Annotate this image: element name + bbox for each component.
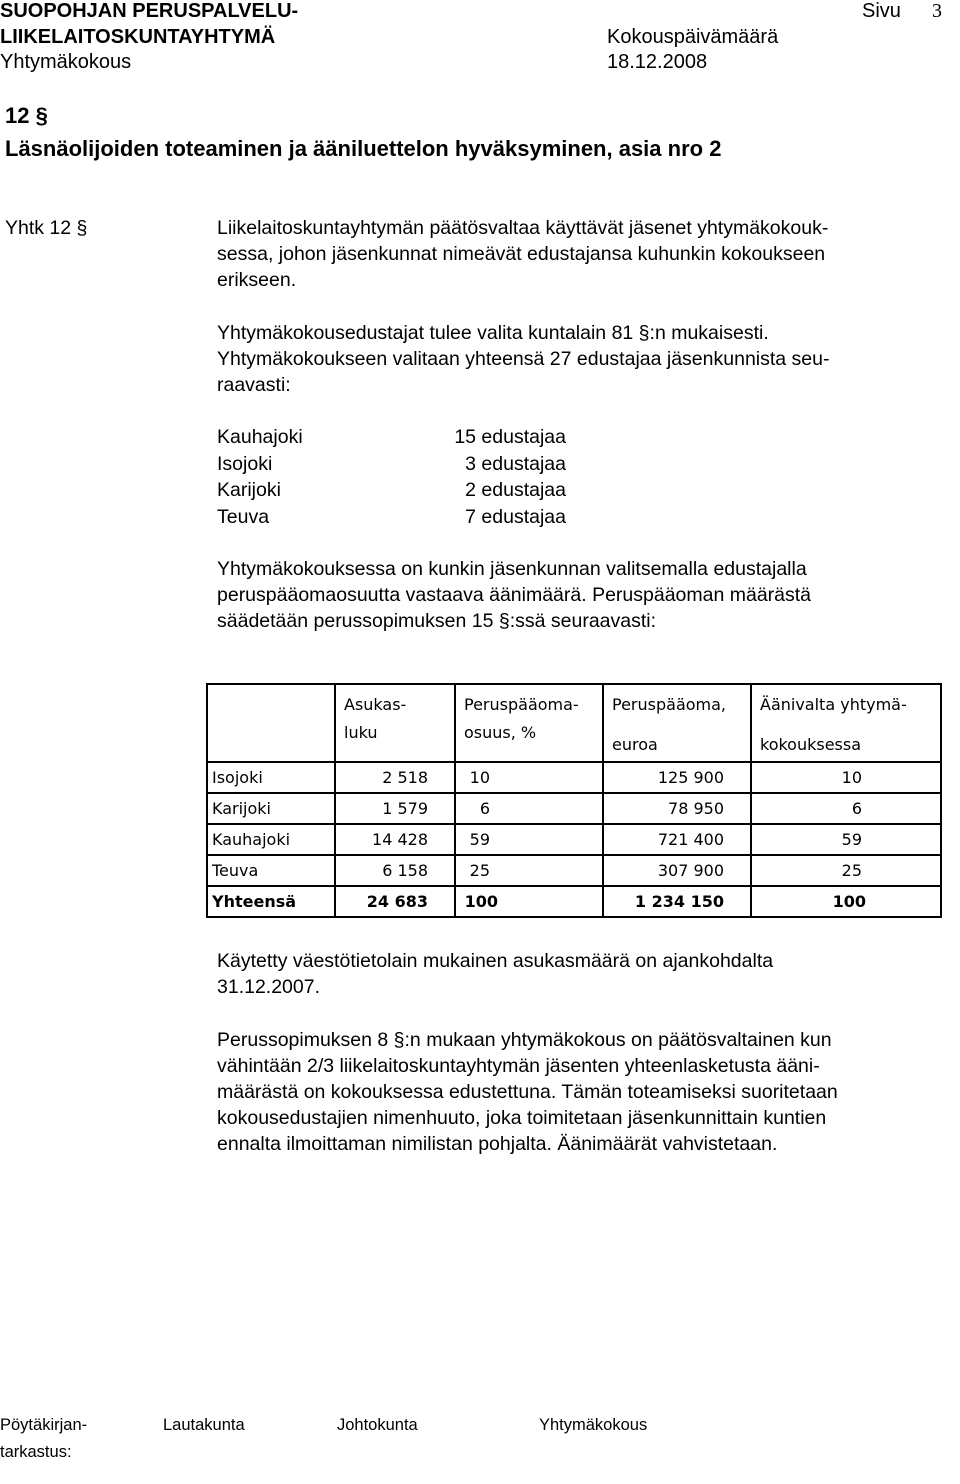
- table-row: [207, 855, 941, 886]
- footer-minutes-check: Pöytäkirjan- tarkastus:: [0, 1416, 88, 1461]
- paragraph-line: Yhtymäkokousedustajat tulee valita kuntalain 81 §:n mukaisesti.: [217, 322, 769, 344]
- total-population: 24 683: [335, 886, 455, 917]
- representative-count-list: [420, 424, 566, 530]
- row-population: 6 158: [335, 855, 455, 886]
- municipality-name: Kauhajoki: [217, 426, 303, 448]
- paragraph-voting-members: [217, 215, 942, 293]
- row-capital: 125 900: [603, 762, 751, 793]
- row-share: 25: [455, 855, 603, 886]
- header-capital-share: Peruspääoma- osuus, %: [455, 684, 603, 762]
- meeting-date: 18.12.2008: [607, 51, 708, 73]
- representative-count: 7 edustajaa: [465, 505, 566, 528]
- paragraph-line: peruspääomaosuutta vastaava äänimäärä. Peruspääoman määrästä: [217, 584, 812, 606]
- row-votes: 25: [751, 855, 941, 886]
- paragraph-representatives: [217, 320, 942, 398]
- header-population: Asukas- luku: [335, 684, 455, 762]
- row-capital: 721 400: [603, 824, 751, 855]
- municipality-name: Isojoki: [217, 452, 273, 475]
- header-empty-cell: [207, 684, 335, 762]
- footer-exec-board: Johtokunta: [337, 1416, 418, 1434]
- row-votes: 59: [751, 824, 941, 855]
- row-share: 59: [455, 824, 603, 855]
- section-title: Läsnäolijoiden toteaminen ja ääniluettelon hyväksyminen, asia nro 2: [5, 136, 722, 161]
- org-name-line1: SUOPOHJAN PERUSPALVELU-: [0, 0, 299, 22]
- row-municipality: Isojoki: [207, 762, 335, 793]
- paragraph-line: kokousedustajien nimenhuuto, joka toimitetaan jäsenkunnittain kuntien: [217, 1107, 827, 1129]
- paragraph-vote-weight: [217, 556, 942, 634]
- total-capital: 1 234 150: [603, 886, 751, 917]
- row-capital: 78 950: [603, 793, 751, 824]
- municipality-list: [217, 424, 303, 530]
- row-population: 1 579: [335, 793, 455, 824]
- org-name-line2: LIIKELAITOSKUNTAYHTYMÄ: [0, 26, 276, 48]
- table-header-row: [207, 684, 941, 762]
- paragraph-line: Käytetty väestötietolain mukainen asukasmäärä on ajankohdalta: [217, 950, 774, 972]
- row-share: 10: [455, 762, 603, 793]
- paragraph-line: Yhtymäkokouksessa on kunkin jäsenkunnan valitsemalla edustajalla: [217, 558, 807, 580]
- paragraph-line: vähintään 2/3 liikelaitoskuntayhtymän jäsenten yhteenlasketusta ääni-: [217, 1055, 820, 1077]
- paragraph-line: sessa, johon jäsenkunnat nimeävät edustajansa kuhunkin kokoukseen: [217, 243, 826, 265]
- footer-assembly: Yhtymäkokous: [539, 1416, 648, 1434]
- paragraph-line: Liikelaitoskuntayhtymän päätösvaltaa käyttävät jäsenet yhtymäkokouk-: [217, 217, 829, 239]
- municipality-name: Teuva: [217, 505, 270, 528]
- footer-board: Lautakunta: [163, 1416, 245, 1434]
- total-share: 100: [455, 886, 603, 917]
- vote-table: [206, 683, 942, 918]
- representative-count: 3 edustajaa: [465, 452, 566, 475]
- paragraph-line: 31.12.2007.: [217, 976, 321, 998]
- row-municipality: Teuva: [207, 855, 335, 886]
- paragraph-quorum: [217, 1027, 942, 1157]
- representative-count: 15 edustajaa: [454, 426, 566, 448]
- paragraph-line: raavasti:: [217, 374, 291, 396]
- row-population: 2 518: [335, 762, 455, 793]
- paragraph-line: erikseen.: [217, 269, 297, 291]
- paragraph-population-source: [217, 948, 942, 1000]
- header-capital-eur: Peruspääoma, euroa: [603, 684, 751, 762]
- meeting-body: Yhtymäkokous: [0, 51, 132, 73]
- table-row: [207, 793, 941, 824]
- paragraph-line: ennalta ilmoittaman nimilistan pohjalta. Äänimäärät vahvistetaan.: [217, 1133, 778, 1155]
- row-capital: 307 900: [603, 855, 751, 886]
- item-reference: Yhtk 12 §: [5, 217, 88, 239]
- total-votes: 100: [751, 886, 941, 917]
- paragraph-line: säädetään perussopimuksen 15 §:ssä seuraavasti:: [217, 610, 657, 632]
- table-row: [207, 824, 941, 855]
- page-number: 3: [932, 0, 942, 22]
- section-number: 12 §: [5, 103, 48, 128]
- paragraph-line: Perussopimuksen 8 §:n mukaan yhtymäkokous on päätösvaltainen kun: [217, 1029, 832, 1051]
- municipality-name: Karijoki: [217, 479, 281, 501]
- row-municipality: Karijoki: [207, 793, 335, 824]
- row-votes: 10: [751, 762, 941, 793]
- representative-count: 2 edustajaa: [465, 479, 566, 501]
- row-population: 14 428: [335, 824, 455, 855]
- row-votes: 6: [751, 793, 941, 824]
- total-label: Yhteensä: [207, 886, 335, 917]
- paragraph-line: määrästä on kokouksessa edustettuna. Tämän toteamiseksi suoritetaan: [217, 1081, 838, 1103]
- row-share: 6: [455, 793, 603, 824]
- paragraph-line: Yhtymäkokoukseen valitaan yhteensä 27 edustajaa jäsenkunnista seu-: [217, 348, 830, 370]
- page-label: Sivu: [862, 0, 901, 22]
- table-total-row: [207, 886, 941, 917]
- row-municipality: Kauhajoki: [207, 824, 335, 855]
- date-label: Kokouspäivämäärä: [607, 26, 779, 48]
- table-row: [207, 762, 941, 793]
- header-votes: Äänivalta yhtymä- kokouksessa: [751, 684, 941, 762]
